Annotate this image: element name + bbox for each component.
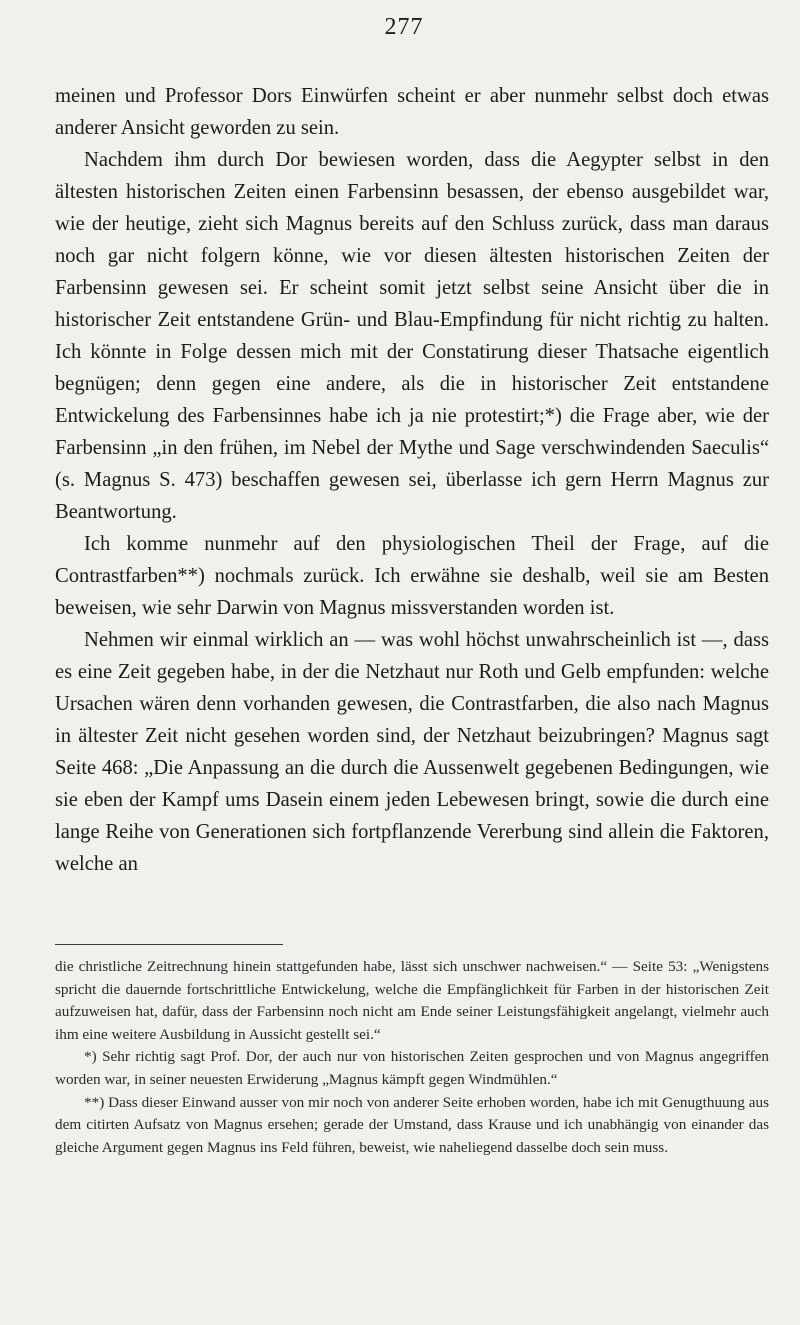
footnote: *) Sehr richtig sagt Prof. Dor, der auch nur von historischen Zeiten gesprochen und von Magnus angegriffen worden war, in seiner neuesten Erwiderung „Magnus kämpft gegen Windmühlen.“ (55, 1048, 769, 1088)
main-text-body (55, 80, 769, 880)
footnotes (55, 956, 769, 1159)
page-number: 277 (384, 14, 424, 40)
body-paragraph: Nehmen wir einmal wirklich an — was wohl höchst unwahrscheinlich ist —, dass es eine Zeit gegeben habe, in der die Netzhaut nur Roth und Gelb empfunden: welche Ursachen wären denn vorhanden gewesen, die Contrastfarben, die also nach Magnus in ältester Zeit nicht gesehen worden sind, der Netzhaut beizubringen? Magnus sagt Seite 468: „Die Anpassung an die durch die Aussenwelt gegebenen Bedingungen, wie sie eben der Kampf ums Dasein einem jeden Lebewesen bringt, sowie die durch eine lange Reihe von Generationen sich fortpflanzende Vererbung sind allein die Faktoren, welche an (55, 629, 769, 875)
footnote-separator (55, 944, 283, 945)
body-paragraph: Ich komme nunmehr auf den physiologischen Theil der Frage, auf die Contrastfarben**) nochmals zurück. Ich erwähne sie deshalb, weil sie am Besten beweisen, wie sehr Darwin von Magnus missverstanden worden ist. (55, 533, 769, 619)
body-paragraph: meinen und Professor Dors Einwürfen scheint er aber nunmehr selbst doch etwas anderer Ansicht geworden zu sein. (55, 85, 769, 139)
body-paragraph: Nachdem ihm durch Dor bewiesen worden, dass die Aegypter selbst in den ältesten historischen Zeiten einen Farbensinn besassen, der ebenso ausgebildet war, wie der heutige, zieht sich Magnus bereits auf den Schluss zurück, dass man daraus noch gar nicht folgern könne, wie vor diesen ältesten historischen Zeiten der Farbensinn gewesen sei. Er scheint somit jetzt selbst seine Ansicht über die in historischer Zeit entstandene Grün- und Blau-Empfindung für nicht richtig zu halten. Ich könnte in Folge dessen mich mit der Constatirung dieser Thatsache eigentlich begnügen; denn gegen eine andere, als die in historischer Zeit entstandene Entwickelung des Farbensinnes habe ich ja nie protestirt;*) die Frage aber, wie der Farbensinn „in den frühen, im Nebel der Mythe und Sage verschwindenden Saeculis“ (s. Magnus S. 473) beschaffen gewesen sei, überlasse ich gern Herrn Magnus zur Beantwortung. (55, 149, 769, 523)
footnote-continuation: die christliche Zeitrechnung hinein stattgefunden habe, lässt sich unschwer nachweisen.“ — Seite 53: „Wenigstens spricht die dauernde fortschrittliche Entwickelung, welche die Empfänglichkeit für Farben in der historischen Zeit aufzuweisen hat, dafür, dass der Farbensinn noch nicht am Ende seiner Leistungsfähigkeit angelangt, vielmehr auch ihm eine weitere Ausbildung in Aussicht gestellt sei.“ (55, 958, 769, 1043)
footnote: **) Dass dieser Einwand ausser von mir noch von anderer Seite erhoben worden, habe ich mit Genugthuung aus dem citirten Aufsatz von Magnus ersehen; gerade der Umstand, dass Krause und ich unabhängig von einander das gleiche Argument gegen Magnus ins Feld führen, beweist, wie naheliegend dasselbe doch sein muss. (55, 1093, 769, 1156)
